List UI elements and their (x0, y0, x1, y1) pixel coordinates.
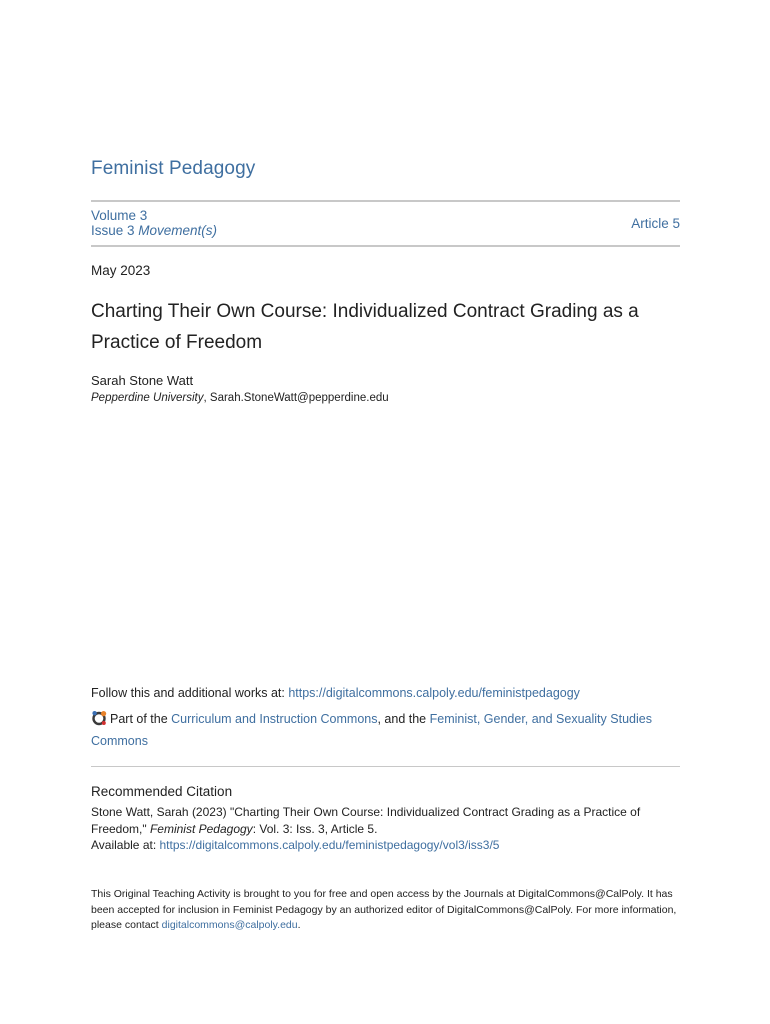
citation-heading: Recommended Citation (91, 784, 233, 799)
feminist-studies-commons-link[interactable]: Feminist, Gender, and Sexuality Studies Commons (91, 712, 652, 748)
volume-link[interactable]: Volume 3 (91, 208, 148, 223)
network-icon (91, 710, 107, 726)
follow-line (91, 686, 580, 700)
header-rule-bottom (91, 245, 680, 247)
header-rule-top (91, 200, 680, 202)
citation-line1: Stone Watt, Sarah (2023) "Charting Their Own Course: Individualized Contract Grading as a Practice of Freedom," (91, 805, 641, 836)
article-title: Charting Their Own Course: Individualized Contract Grading as a Practice of Freedom (91, 301, 639, 353)
email-separator: , (203, 392, 210, 404)
citation-rule (91, 766, 680, 767)
author-email: Sarah.StoneWatt@pepperdine.edu (209, 392, 389, 404)
author-name: Sarah Stone Watt (91, 373, 194, 388)
citation-journal: Feminist Pedagogy (149, 821, 253, 836)
contact-email-link[interactable]: digitalcommons@calpoly.edu (161, 919, 298, 931)
access-notice-end: . (297, 919, 301, 931)
affiliation-name: Pepperdine University (91, 392, 204, 404)
follow-prefix: Follow this and additional works at: (91, 686, 289, 700)
available-prefix: Available at: (91, 838, 160, 852)
citation-available (91, 837, 680, 854)
partof-middle: , and the (377, 712, 430, 726)
citation-line2: : Vol. 3: Iss. 3, Article 5. (252, 821, 378, 836)
issue-name: Movement(s) (138, 223, 218, 238)
access-notice (91, 887, 680, 934)
citation-url-link[interactable]: https://digitalcommons.calpoly.edu/feministpedagogy/vol3/iss3/5 (159, 838, 500, 852)
access-notice-text: This Original Teaching Activity is brought to you for free and open access by the Journals at DigitalCommons@CalPoly. It has been accepted for inclusion in Feminist Pedagogy by an authorized editor of DigitalCommons@CalPoly. For more information, please contact (91, 888, 677, 931)
part-of-line (91, 709, 680, 752)
journal-title-link[interactable]: Feminist Pedagogy (91, 158, 256, 179)
issue-link[interactable] (91, 223, 217, 238)
curriculum-commons-link[interactable]: Curriculum and Instruction Commons (171, 712, 378, 726)
citation-body (91, 804, 680, 854)
follow-url-link[interactable]: https://digitalcommons.calpoly.edu/feministpedagogy (288, 686, 580, 700)
publication-date: May 2023 (91, 263, 151, 278)
citation-text (91, 804, 680, 837)
partof-prefix: Part of the (110, 712, 172, 726)
author-affiliation (91, 392, 389, 404)
volume-issue-block (91, 208, 217, 238)
article-number-link[interactable]: Article 5 (631, 216, 680, 231)
issue-prefix: Issue 3 (91, 223, 139, 238)
